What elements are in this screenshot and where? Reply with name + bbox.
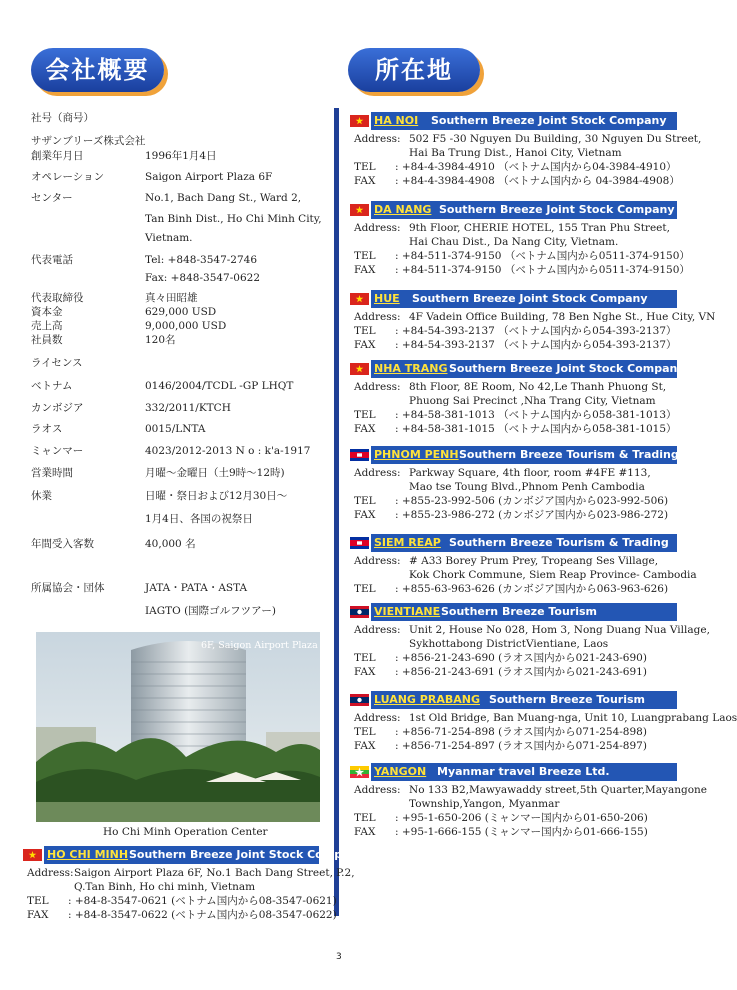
- profile-key: 代表電話: [31, 254, 73, 266]
- office-line-value: Kok Chork Commune, Siem Reap Province- Cambodia: [409, 569, 697, 581]
- company-overview-heading: 会社概要: [31, 48, 164, 92]
- profile-key: 年間受入客数: [31, 538, 94, 550]
- office-line-key: Address:: [27, 867, 74, 879]
- profile-key: 創業年月日: [31, 150, 84, 162]
- office-company: Southern Breeze Joint Stock Company: [439, 203, 675, 216]
- office-line: [348, 161, 677, 175]
- profile-value: 4023/2012-2013 N o : k'a-1917: [145, 445, 311, 457]
- office-company: Southern Breeze Joint Stock Company: [431, 114, 667, 127]
- office-line-value: : +84-58-381-1013 （ベトナム国内から058-381-1013）: [395, 409, 677, 421]
- office-line-value: Phuong Sai Precinct ,Nha Trang City, Vietnam: [409, 395, 656, 407]
- office-line-value: : +84-58-381-1015 （ベトナム国内から058-381-1015）: [395, 423, 677, 435]
- office-line-value: : +95-1-650-206 (ミャンマー国内から01-650-206): [395, 812, 648, 824]
- office-line: [348, 381, 677, 395]
- photo-caption: 6F, Saigon Airport Plaza: [201, 640, 318, 651]
- office-line: [348, 423, 677, 437]
- office-line-value: 4F Vadein Office Building, 78 Ben Nghe St., Hue City, VN: [409, 311, 716, 323]
- office-line-key: TEL: [354, 161, 376, 173]
- profile-key: オペレーション: [31, 171, 105, 183]
- office-line: [348, 638, 677, 652]
- profile-value: Saigon Airport Plaza 6F: [145, 171, 273, 183]
- profile-key: 社員数: [31, 334, 63, 346]
- office-line-value: Saigon Airport Plaza 6F, No.1 Bach Dang Street, P.2,: [74, 867, 355, 879]
- office-line-value: : +855-63-963-626 (カンボジア国内から063-963-626): [395, 583, 669, 595]
- office-line-value: Township,Yangon, Myanmar: [409, 798, 560, 810]
- profile-value: Tel: +848-3547-2746: [145, 254, 258, 266]
- profile-key: 資本金: [31, 306, 63, 318]
- profile-value: 1月4日、各国の祝祭日: [145, 513, 253, 525]
- office-phnom-penh: [348, 446, 677, 523]
- office-line-value: Hai Chau Dist., Da Nang City, Vietnam.: [409, 236, 619, 248]
- profile-value: 月曜～金曜日（土9時～12時): [145, 467, 285, 479]
- profile-key: 社号（商号）: [31, 112, 94, 124]
- office-line: [348, 652, 677, 666]
- office-line: [348, 250, 690, 264]
- profile-key: 所属協会・団体: [31, 582, 105, 594]
- office-line-value: : +856-71-254-897 (ラオス国内から071-254-897): [395, 740, 647, 752]
- office-ha-noi: [348, 112, 702, 189]
- office-line-value: : +84-54-393-2137 （ベトナム国内から054-393-2137）: [395, 325, 677, 337]
- profile-value: 0146/2004/TCDL -GP LHQT: [145, 380, 294, 392]
- office-line-key: FAX: [354, 175, 376, 187]
- office-line-key: FAX: [27, 909, 49, 921]
- profile-value: 真々田昭雄: [145, 292, 198, 304]
- office-line-key: FAX: [354, 740, 376, 752]
- office-line: [348, 175, 680, 189]
- office-ho-chi-minh: [21, 846, 365, 923]
- office-city: VIENTIANE: [374, 605, 441, 618]
- myanmar-flag-icon: [348, 763, 371, 781]
- office-line-value: : +84-4-3984-4908 （ベトナム国内から 04-3984-4908）: [395, 175, 680, 187]
- office-luang-prabang: [348, 691, 737, 754]
- office-line-key: TEL: [354, 325, 376, 337]
- office-line-value: : +84-511-374-9150 （ベトナム国内から0511-374-9150）: [395, 250, 690, 262]
- office-line: [348, 784, 707, 798]
- profile-key: 休業: [31, 490, 52, 502]
- office-yangon: [348, 763, 707, 840]
- profile-value: 629,000 USD: [145, 306, 217, 318]
- office-line: [348, 409, 677, 423]
- office-header-bar: [348, 603, 677, 621]
- profile-key: カンボジア: [31, 402, 84, 414]
- office-line-key: Address:: [354, 555, 401, 567]
- office-city: HUE: [374, 292, 400, 305]
- office-line: [348, 236, 677, 250]
- office-line-key: TEL: [354, 409, 376, 421]
- office-line-key: TEL: [354, 726, 376, 738]
- office-line-key: Address:: [354, 381, 401, 393]
- office-line-key: Address:: [354, 784, 401, 796]
- office-line-value: Hai Ba Trung Dist., Hanoi City, Vietnam: [409, 147, 622, 159]
- office-line-value: : +856-21-243-690 (ラオス国内から021-243-690): [395, 652, 647, 664]
- office-header-bar: [348, 691, 677, 709]
- profile-key: ラオス: [31, 423, 63, 435]
- office-line: [348, 740, 677, 754]
- office-company: Southern Breeze Joint Stock Company: [129, 848, 365, 861]
- office-city: NHA TRANG: [374, 362, 448, 375]
- office-line-value: Unit 2, House No 028, Hom 3, Nong Duang Nua Village,: [409, 624, 710, 636]
- vietnam-flag-icon: [348, 201, 371, 219]
- office-line-key: TEL: [354, 583, 376, 595]
- office-line-value: 9th Floor, CHERIE HOTEL, 155 Tran Phu Street,: [409, 222, 670, 234]
- office-line-value: Mao tse Toung Blvd.,Phnom Penh Cambodia: [409, 481, 645, 493]
- laos-flag-icon: [348, 691, 371, 709]
- profile-key: ミャンマー: [31, 445, 84, 457]
- office-line: [348, 481, 677, 495]
- office-line-value: : +856-21-243-691 (ラオス国内から021-243-691): [395, 666, 647, 678]
- office-line: [348, 147, 677, 161]
- profile-value: 120名: [145, 334, 176, 346]
- office-line-value: Parkway Square, 4th floor, room #4FE #113,: [409, 467, 651, 479]
- office-line: [348, 467, 677, 481]
- office-city: SIEM REAP: [374, 536, 441, 549]
- office-company: Southern Breeze Tourism & Trading: [449, 536, 669, 549]
- office-line-value: Q.Tan Binh, Ho chi minh, Vietnam: [74, 881, 256, 893]
- office-line-value: : +84-8-3547-0621 (ベトナム国内から08-3547-0621): [68, 895, 337, 907]
- office-line-key: TEL: [354, 250, 376, 262]
- office-line-key: Address:: [354, 222, 401, 234]
- cambodia-flag-icon: [348, 446, 371, 464]
- office-line-value: No 133 B2,Mawyawaddy street,5th Quarter,Mayangone: [409, 784, 707, 796]
- office-line: [348, 495, 677, 509]
- office-siem-reap: [348, 534, 697, 597]
- profile-value: 0015/LNTA: [145, 423, 206, 435]
- office-line-value: : +84-54-393-2137 （ベトナム国内から054-393-2137）: [395, 339, 677, 351]
- office-line-value: : +856-71-254-898 (ラオス国内から071-254-898): [395, 726, 647, 738]
- office-city: DA NANG: [374, 203, 432, 216]
- office-vientiane: [348, 603, 710, 680]
- office-line-key: FAX: [354, 826, 376, 838]
- vietnam-flag-icon: [21, 846, 44, 864]
- office-line: [21, 895, 337, 909]
- office-company: Southern Breeze Joint Stock Company: [412, 292, 648, 305]
- office-line-key: Address:: [354, 467, 401, 479]
- office-line-key: TEL: [354, 495, 376, 507]
- profile-value: IAGTO (国際ゴルフツアー): [145, 605, 276, 617]
- office-line-key: Address:: [354, 311, 401, 323]
- office-header-bar: [348, 763, 677, 781]
- office-line: [348, 339, 677, 353]
- office-city: YANGON: [374, 765, 427, 778]
- office-line-value: 8th Floor, 8E Room, No 42,Le Thanh Phuong St,: [409, 381, 667, 393]
- office-line: [348, 666, 677, 680]
- office-line: [348, 325, 677, 339]
- profile-key: 営業時間: [31, 467, 73, 479]
- office-header-bar: [348, 446, 677, 464]
- office-city: LUANG PRABANG: [374, 693, 480, 706]
- office-header-bar: [348, 112, 677, 130]
- office-line-value: # A33 Borey Prum Prey, Tropeang Ses Village,: [409, 555, 659, 567]
- profile-value: 332/2011/KTCH: [145, 402, 231, 414]
- office-line: [348, 712, 737, 726]
- column-divider: [334, 108, 339, 916]
- profile-value: Vietnam.: [145, 232, 193, 244]
- profile-key: ライセンス: [31, 357, 83, 369]
- office-city: PHNOM PENH: [374, 448, 459, 461]
- office-line-key: FAX: [354, 339, 376, 351]
- office-line-value: Sykhottabong DistrictVientiane, Laos: [409, 638, 609, 650]
- office-line-key: FAX: [354, 666, 376, 678]
- office-line-value: : +855-23-992-506 (カンボジア国内から023-992-506): [395, 495, 669, 507]
- office-line-value: 502 F5 -30 Nguyen Du Building, 30 Nguyen Du Street,: [409, 133, 702, 145]
- office-line: [348, 264, 690, 278]
- profile-value: Tan Binh Dist., Ho Chi Minh City,: [145, 213, 322, 225]
- vietnam-flag-icon: [348, 112, 371, 130]
- laos-flag-icon: [348, 603, 371, 621]
- office-line: [348, 624, 710, 638]
- photo-subtitle: Ho Chi Minh Operation Center: [103, 826, 268, 838]
- office-line: [348, 222, 677, 236]
- office-line-value: : +84-8-3547-0622 (ベトナム国内から08-3547-0622): [68, 909, 337, 921]
- profile-value: 1996年1月4日: [145, 150, 217, 162]
- office-line-value: : +84-4-3984-4910 （ベトナム国内から04-3984-4910）: [395, 161, 677, 173]
- office-building-photo: [36, 632, 320, 822]
- office-da-nang: [348, 201, 690, 278]
- office-line-value: : +855-23-986-272 (カンボジア国内から023-986-272): [395, 509, 669, 521]
- office-line: [348, 311, 716, 325]
- vietnam-flag-icon: [348, 290, 371, 308]
- page-number: 3: [336, 952, 342, 962]
- office-company: Southern Breeze Joint Stock Company: [449, 362, 685, 375]
- office-line: [348, 555, 677, 569]
- office-header-bar: [348, 201, 677, 219]
- office-line-key: Address:: [354, 712, 401, 724]
- office-line-value: 1st Old Bridge, Ban Muang-nga, Unit 10, Luangprabang Laos: [409, 712, 737, 724]
- office-line: [348, 395, 677, 409]
- office-line: [21, 881, 319, 895]
- office-company: Southern Breeze Tourism: [489, 693, 646, 706]
- office-header-bar: [348, 360, 685, 378]
- office-line: [348, 798, 677, 812]
- office-hue: [348, 290, 716, 353]
- office-company: Myanmar travel Breeze Ltd.: [437, 765, 610, 778]
- office-line: [348, 812, 677, 826]
- profile-value: 9,000,000 USD: [145, 320, 227, 332]
- office-nha-trang: [348, 360, 685, 437]
- office-line-key: TEL: [27, 895, 49, 907]
- profile-value: 日曜・祭日および12月30日～: [145, 490, 288, 502]
- profile-value: No.1, Bach Dang St., Ward 2,: [145, 192, 302, 204]
- office-line: [348, 569, 697, 583]
- profile-key: センター: [31, 192, 73, 204]
- profile-value: 40,000 名: [145, 538, 196, 550]
- office-company: Southern Breeze Tourism: [441, 605, 598, 618]
- office-header-bar: [348, 534, 677, 552]
- office-line: [348, 583, 677, 597]
- office-line: [348, 509, 677, 523]
- office-line-value: : +84-511-374-9150 （ベトナム国内から0511-374-9150）: [395, 264, 690, 276]
- profile-value: Fax: +848-3547-0622: [145, 272, 261, 284]
- office-line-key: FAX: [354, 509, 376, 521]
- profile-key: ベトナム: [31, 380, 73, 392]
- office-line-key: FAX: [354, 423, 376, 435]
- office-line: [348, 133, 702, 147]
- office-company: Southern Breeze Tourism & Trading: [459, 448, 679, 461]
- vietnam-flag-icon: [348, 360, 371, 378]
- office-line-key: Address:: [354, 133, 401, 145]
- office-city: HA NOI: [374, 114, 419, 127]
- office-line-key: FAX: [354, 264, 376, 276]
- office-line: [348, 826, 677, 840]
- profile-key: サザンブリーズ株式会社: [31, 135, 146, 147]
- profile-value: JATA・PATA・ASTA: [145, 582, 248, 594]
- locations-heading: 所在地: [348, 48, 480, 92]
- office-city: HO CHI MINH: [47, 848, 129, 861]
- office-line-key: TEL: [354, 812, 376, 824]
- office-line: [348, 726, 677, 740]
- office-header-bar: [21, 846, 365, 864]
- office-line-value: : +95-1-666-155 (ミャンマー国内から01-666-155): [395, 826, 648, 838]
- office-line-key: Address:: [354, 624, 401, 636]
- office-line: [21, 909, 337, 923]
- office-line-key: TEL: [354, 652, 376, 664]
- office-line: [21, 867, 355, 881]
- cambodia-flag-icon: [348, 534, 371, 552]
- profile-key: 売上高: [31, 320, 63, 332]
- profile-key: 代表取締役: [31, 292, 84, 304]
- office-header-bar: [348, 290, 677, 308]
